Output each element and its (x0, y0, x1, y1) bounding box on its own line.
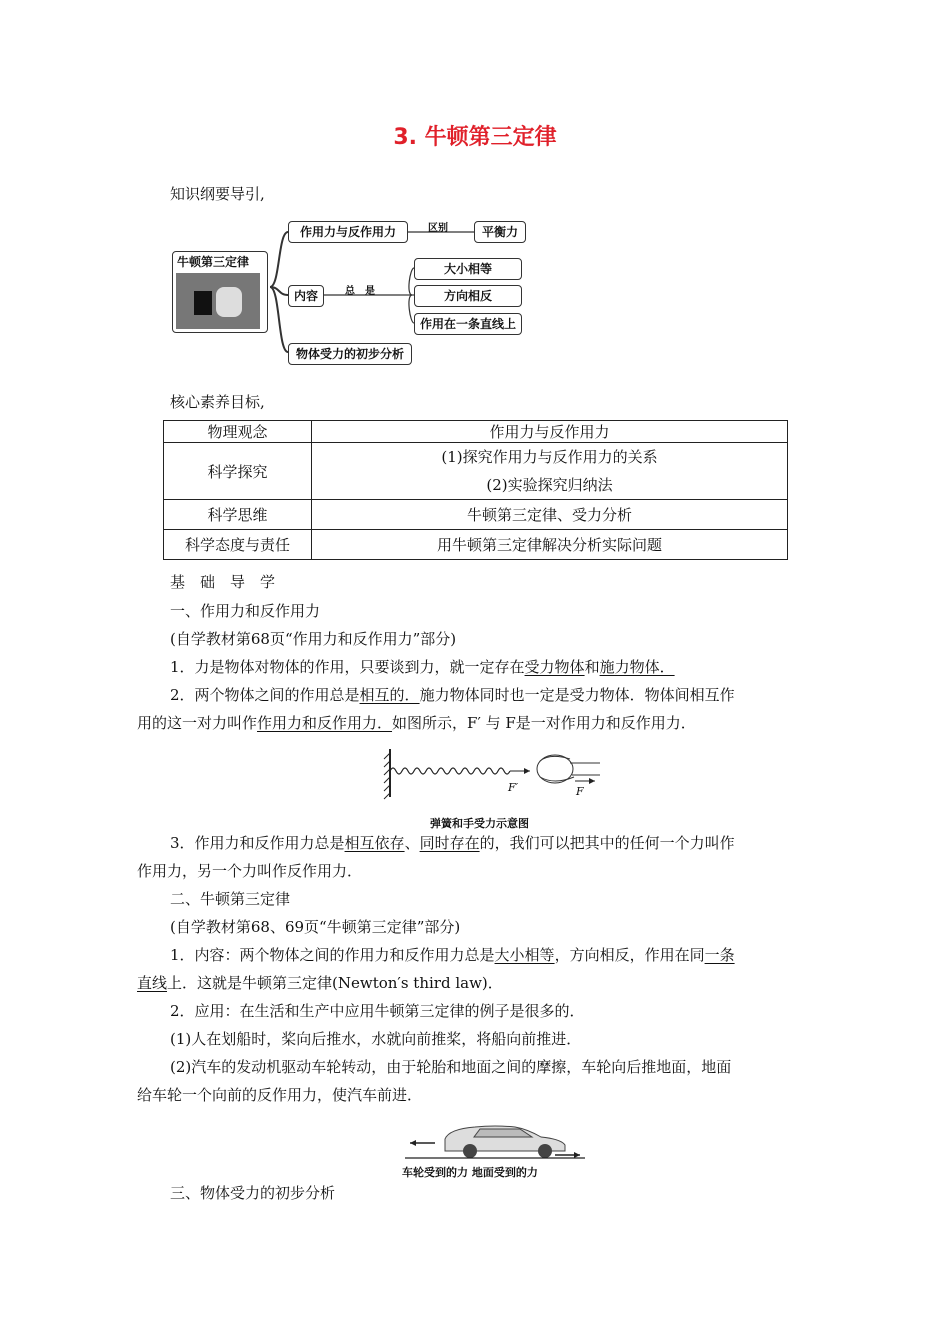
table-value-line: (2)实验探究归纳法 (486, 476, 613, 494)
sec2-p1 (170, 945, 735, 965)
sec1-p3-cont: 作用力，另一个力叫作反作用力． (137, 862, 363, 880)
force-label-f: F (576, 785, 584, 798)
sec1-p1 (170, 657, 675, 677)
text: 施力物体同时也一定是受力物体．物体间相互作 (419, 686, 735, 704)
car-diagram (405, 1113, 585, 1161)
text: 2．两个物体之间的作用总是 (170, 686, 360, 704)
node-action-reaction: 作用力与反作用力 (288, 221, 408, 243)
sec1-p2 (170, 685, 735, 705)
guide-label: 知识纲要导引, (170, 185, 265, 203)
text: 和 (584, 658, 600, 676)
underlined-answer: 相互依存 (344, 834, 405, 852)
sec2-p1-cont (137, 973, 503, 993)
table-value-line: (1)探究作用力与反作用力的关系 (441, 448, 658, 466)
sec1-p2-cont (137, 713, 696, 733)
sec2-p4: (2)汽车的发动机驱动车轮转动，由于轮胎和地面之间的摩擦，车轮向后推地面，地面 (170, 1058, 732, 1076)
figure-caption: 弹簧和手受力示意图 (430, 817, 529, 830)
sec1-note: (自学教材第68页“作用力和反作用力”部分) (170, 630, 457, 648)
force-label-f-prime: F′ (508, 781, 519, 794)
table-key: 科学态度与责任 (164, 530, 312, 560)
figure-caption: 车轮受到的力 地面受到的力 (402, 1166, 538, 1179)
node-analysis: 物体受力的初步分析 (288, 343, 412, 365)
underlined-answer: 相互的． (359, 686, 420, 704)
table-key: 科学思维 (164, 500, 312, 530)
spring-figure (380, 745, 610, 805)
core-literacy-table (163, 420, 788, 560)
table-value: 作用力与反作用力 (312, 421, 788, 443)
sec2-heading: 二、牛顿第三定律 (170, 890, 291, 908)
always-label: 总 是 (345, 286, 375, 297)
item-opposite: 方向相反 (414, 285, 522, 307)
page-title: 3. 牛顿第三定律 (393, 125, 557, 150)
table-value: 用牛顿第三定律解决分析实际问题 (312, 530, 788, 560)
sec2-note: (自学教材第68、69页“牛顿第三定律”部分) (170, 918, 461, 936)
text: 1．内容：两个物体之间的作用力和反作用力总是 (170, 946, 495, 964)
sec1-p3 (170, 833, 735, 853)
text: 3．作用力和反作用力总是 (170, 834, 345, 852)
table-key: 物理观念 (164, 421, 312, 443)
text: ，方向相反，作用在同 (554, 946, 705, 964)
sec1-heading: 一、作用力和反作用力 (170, 602, 321, 620)
sec2-p4-cont: 给车轮一个向前的反作用力，使汽车前进． (137, 1086, 423, 1104)
table-value: 牛顿第三定律、受力分析 (312, 500, 788, 530)
underlined-answer: 大小相等 (494, 946, 555, 964)
spring-photo (176, 273, 260, 329)
basics-heading: 基 础 导 学 (170, 573, 276, 591)
knowledge-mindmap (170, 215, 530, 365)
text: 上．这就是牛顿第三定律(Newton′s third law)． (167, 974, 503, 992)
table-row (164, 500, 788, 530)
text: 用的这一对力叫作 (137, 714, 258, 732)
table-key: 科学探究 (164, 443, 312, 500)
text: 如图所示，F′ 与 F是一对作用力和反作用力． (392, 714, 696, 732)
underlined-answer: 同时存在 (419, 834, 480, 852)
text: 、 (404, 834, 420, 852)
node-content: 内容 (288, 285, 324, 307)
table-row (164, 421, 788, 443)
root-label: 牛顿第三定律 (177, 255, 250, 269)
item-equal: 大小相等 (414, 258, 522, 280)
diff-label: 区别 (428, 223, 448, 234)
sec3-heading: 三、物体受力的初步分析 (170, 1184, 336, 1202)
sec2-p2: 2．应用：在生活和生产中应用牛顿第三定律的例子是很多的． (170, 1002, 585, 1020)
item-line: 作用在一条直线上 (414, 313, 522, 335)
table-row (164, 443, 788, 500)
underlined-answer: 直线 (137, 974, 168, 992)
underlined-answer: 作用力和反作用力． (257, 714, 393, 732)
text: 1．力是物体对物体的作用，只要谈到力，就一定存在 (170, 658, 525, 676)
text: 的，我们可以把其中的任何一个力叫作 (479, 834, 735, 852)
core-label: 核心素养目标, (170, 393, 265, 411)
table-value (312, 443, 788, 500)
sec2-p3: (1)人在划船时，桨向后推水，水就向前推桨，将船向前推进． (170, 1030, 582, 1048)
table-row (164, 530, 788, 560)
underlined-answer: 施力物体． (599, 658, 675, 676)
node-balance: 平衡力 (474, 221, 526, 243)
underlined-answer: 一条 (704, 946, 735, 964)
car-figure (405, 1113, 585, 1161)
underlined-answer: 受力物体 (524, 658, 585, 676)
